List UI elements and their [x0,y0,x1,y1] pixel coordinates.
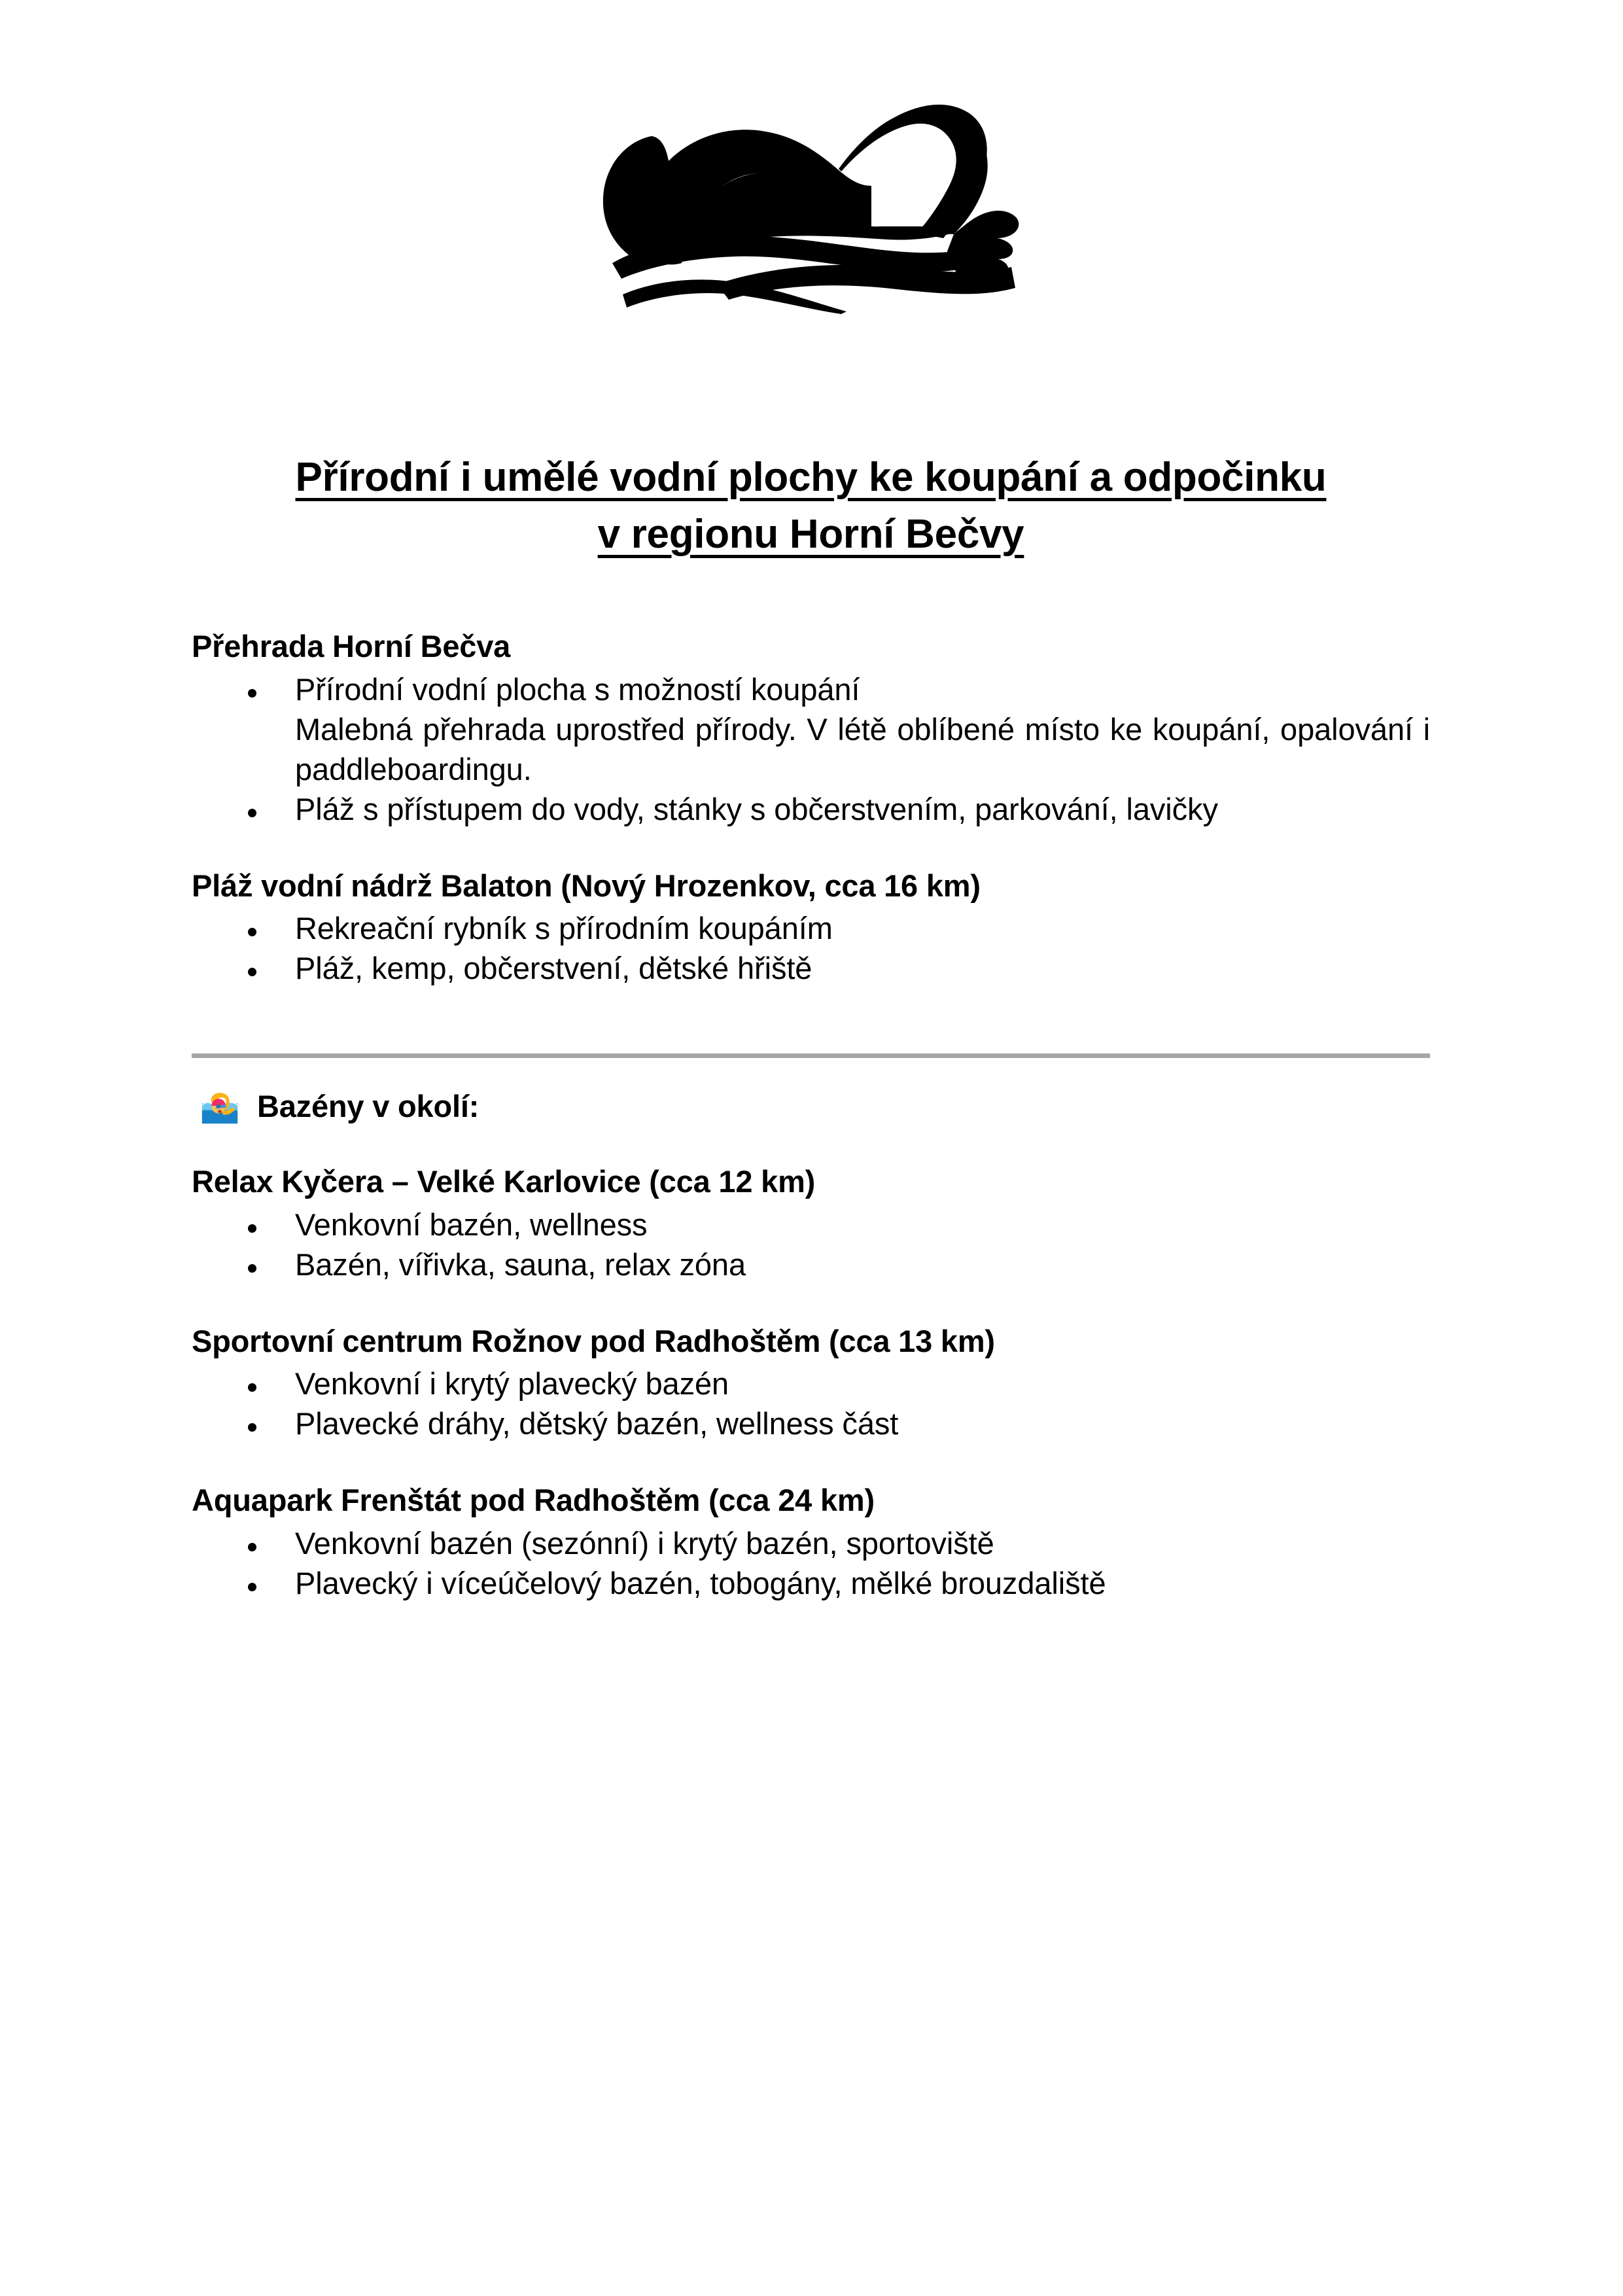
list-item [192,789,1430,829]
section-heading: Relax Kyčera – Velké Karlovice (cca 12 km) [192,1164,816,1199]
list-item [192,1563,1430,1603]
hero-graphic [0,98,1623,360]
spacer [192,829,1430,867]
list-item-line-1: Venkovní bazén (sezónní) i krytý bazén, sportoviště [295,1525,994,1561]
list-item [192,1523,1430,1563]
section-heading: Pláž vodní nádrž Balaton (Nový Hrozenkov, cca 16 km) [192,868,981,903]
section-relax-kycera [192,1163,1430,1284]
list-item [192,1364,1430,1404]
pools-heading [192,1086,1430,1126]
spacer [192,1443,1430,1481]
section-prehrada-horni-becva [192,627,1430,829]
list-item-line-1: Plavecké dráhy, dětský bazén, wellness část [295,1406,899,1441]
list-item [192,1404,1430,1443]
document-body [192,451,1430,1603]
list-item [192,1205,1430,1245]
section-divider [192,1053,1430,1058]
section-heading: Aquapark Frenštát pod Radhoštěm (cca 24 km) [192,1483,875,1518]
spacer [192,1284,1430,1322]
spacer [192,561,1430,627]
bullet-list [192,908,1430,988]
bullet-list [192,1205,1430,1284]
section-plaz-balaton [192,867,1430,989]
section-sportovni-centrum-roznov [192,1322,1430,1444]
list-item [192,948,1430,988]
list-item-line-1: Bazén, vířivka, sauna, relax zóna [295,1246,746,1282]
list-item-line-1: Rekreační rybník s přírodním koupáním [295,911,833,946]
list-item-line-1: Plavecký i víceúčelový bazén, tobogány, mělké brouzdaliště [295,1565,1106,1600]
page-title-line-2: v regionu Horní Bečvy [597,511,1024,557]
section-heading: Sportovní centrum Rožnov pod Radhoštěm (cca 13 km) [192,1323,995,1358]
list-item-line-2: Malebná přehrada uprostřed přírody. V létě oblíbené místo ke koupání, opalování i paddleboardingu. [295,711,1430,786]
swimmer-silhouette-icon [553,98,1070,314]
section-heading: Přehrada Horní Bečva [192,629,511,664]
page-title [192,451,1430,561]
spacer [192,1058,1430,1086]
list-item-line-1: Venkovní bazén, wellness [295,1207,648,1242]
list-item [192,1245,1430,1284]
page-title-line-1: Přírodní i umělé vodní plochy ke koupání a odpočinku [295,455,1327,500]
pools-heading-label: Bazény v okolí: [257,1088,480,1123]
bullet-list [192,1523,1430,1603]
list-item-line-1: Přírodní vodní plocha s možností koupání [295,671,860,707]
list-item-line-1: Venkovní i krytý plavecký bazén [295,1366,729,1402]
bullet-list [192,1364,1430,1443]
swimmer-emoji-icon [200,1086,240,1126]
list-item-line-1: Pláž, kemp, občerstvení, dětské hřiště [295,951,812,986]
list-item [192,669,1430,789]
list-item [192,908,1430,948]
spacer [192,1126,1430,1163]
section-aquapark-frenstat [192,1481,1430,1603]
list-item-line-1: Pláž s přístupem do vody, stánky s občerstvením, parkování, lavičky [295,791,1218,826]
bullet-list [192,669,1430,829]
spacer [192,988,1430,1053]
